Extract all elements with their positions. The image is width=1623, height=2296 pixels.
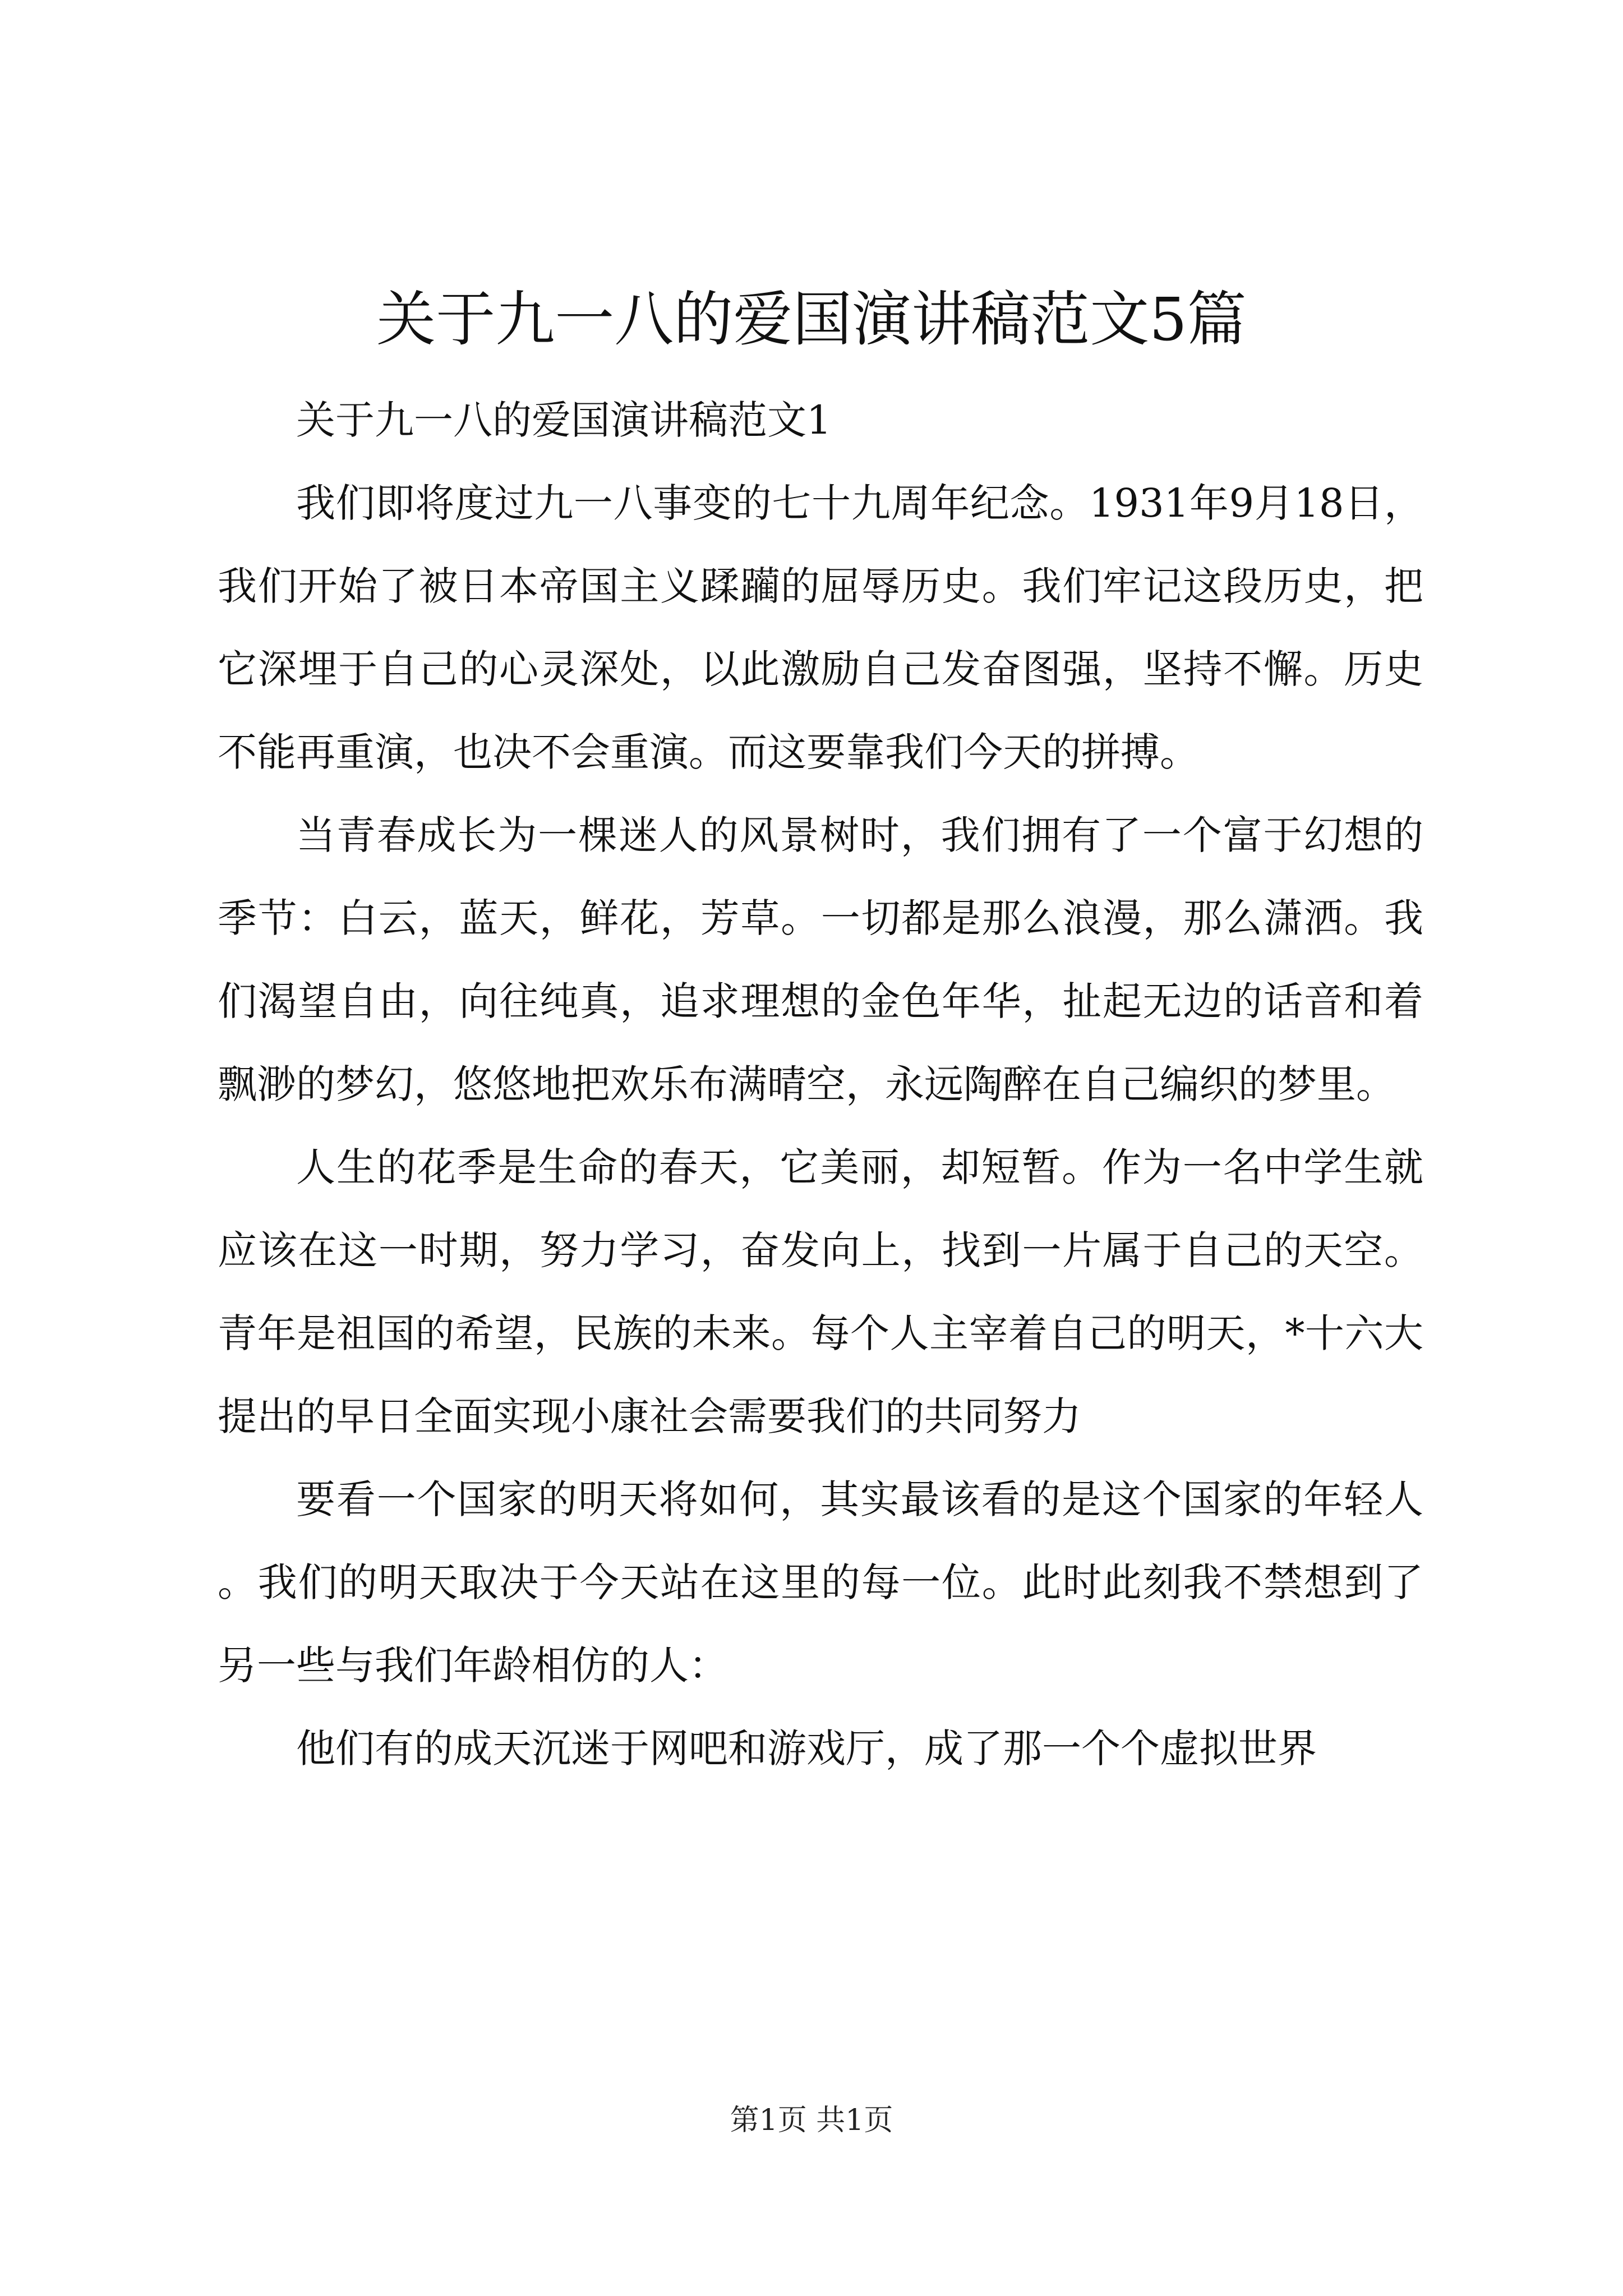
page-footer: 第1页 共1页 [730,2104,893,2137]
paragraph: 人生的花季是生命的春天，它美丽，却短暂。作为一名中学生就应该在这一时期，努力学习，奋发向上，找到一片属于自己的天空。青年是祖国的希望，民族的未来。每个人主宰着自己的明天，*十六大提出的早日全面实现小康社会需要我们的共同努力 [218,1144,1423,1439]
document-body [218,379,1423,1790]
paragraph: 当青春成长为一棵迷人的风景树时，我们拥有了一个富于幻想的季节：白云，蓝天，鲜花，芳草。一切都是那么浪漫，那么潇洒。我们渴望自由，向往纯真，追求理想的金色年华，扯起无边的话音和着飘渺的梦幻，悠悠地把欢乐布满晴空，永远陶醉在自己编织的梦里。 [218,812,1423,1107]
paragraph: 他们有的成天沉迷于网吧和游戏厅，成了那一个个虚拟世界 [296,1726,1317,1772]
paragraph: 我们即将度过九一八事变的七十九周年纪念。1931年9月18日，我们开始了被日本帝国主义蹂躏的屈辱历史。我们牢记这段历史，把它深埋于自己的心灵深处，以此激励自己发奋图强，坚持不懈。历史不能再重演，也决不会重演。而这要靠我们今天的拼搏。 [218,480,1423,775]
document-title: 关于九一八的爱国演讲稿范文5篇 [376,285,1247,354]
section-heading: 关于九一八的爱国演讲稿范文1 [296,397,832,443]
paragraph: 要看一个国家的明天将如何，其实最该看的是这个国家的年轻人。我们的明天取决于今天站在这里的每一位。此时此刻我不禁想到了另一些与我们年龄相仿的人： [218,1476,1423,1688]
